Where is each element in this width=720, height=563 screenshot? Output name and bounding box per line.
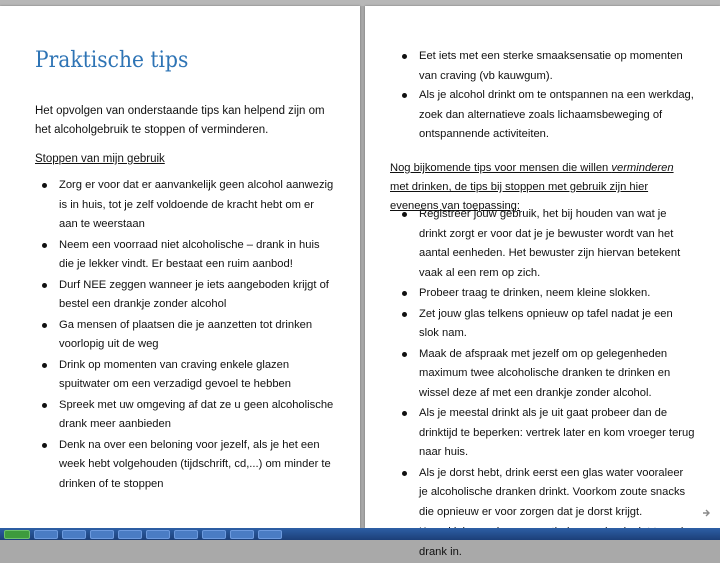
list-item: Eet iets met een sterke smaaksensatie op momenten van craving (vb kauwgum).	[395, 47, 695, 86]
taskbar-app-button[interactable]	[118, 530, 142, 539]
list-item: Ga mensen of plaatsen die je aanzetten tot drinken voorlopig uit de weg	[35, 316, 335, 355]
next-page-arrow-icon[interactable]	[702, 508, 712, 518]
taskbar-app-button[interactable]	[34, 530, 58, 539]
tips-list-stoppen	[35, 176, 335, 495]
list-item: Zet jouw glas telkens opnieuw op tafel nadat je een slok nam.	[395, 305, 695, 344]
taskbar-app-button[interactable]	[174, 530, 198, 539]
list-item: Drink op momenten van craving enkele glazen spuitwater om een verzadigd gevoel te hebben	[35, 356, 335, 395]
tips-list-continued	[395, 47, 695, 145]
list-item: Zorg er voor dat er aanvankelijk geen alcohol aanwezig is in huis, tot je zelf voldoende de kracht hebt om er aan te weerstaan	[35, 176, 335, 235]
taskbar-app-button[interactable]	[230, 530, 254, 539]
section-heading: Stoppen van mijn gebruik	[35, 153, 165, 165]
list-item: Neem een voorraad niet alcoholische – drank in huis die je lekker vindt. Er bestaat een ruim aanbod!	[35, 236, 335, 275]
list-item: Probeer traag te drinken, neem kleine slokken.	[395, 284, 695, 304]
document-page-right	[365, 6, 720, 558]
taskbar	[0, 528, 720, 540]
taskbar-app-button[interactable]	[202, 530, 226, 539]
list-item: Als je meestal drinkt als je uit gaat probeer dan de drinktijd te beperken: vertrek later en kom vroeger terug naar huis.	[395, 404, 695, 463]
taskbar-app-button[interactable]	[90, 530, 114, 539]
note-text-start: Nog bijkomende tips voor mensen die willen	[390, 162, 612, 174]
list-item: Denk na over een beloning voor jezelf, als je het een week hebt volgehouden (tijdschrift, cd,...) om minder te drinken of te stoppen	[35, 436, 335, 495]
page-title: Praktische tips	[35, 48, 189, 73]
note-emphasis: verminderen	[611, 162, 674, 174]
list-item: Durf NEE zeggen wanneer je iets aangeboden krijgt of bestel een drankje zonder alcohol	[35, 276, 335, 315]
list-item: Registreer jouw gebruik, het bij houden van wat je drinkt zorgt er voor dat je je bewuster wordt van het aantal eenheden. Het bewuster zijn hiervan betekent vaak al een rem op zich.	[395, 205, 695, 283]
note-text-end: met drinken, de tips bij stoppen met gebruik zijn hier eveneens van toepassing:	[390, 181, 649, 212]
list-item: drank in.	[395, 523, 695, 562]
list-item: Als je alcohol drinkt om te ontspannen na een werkdag, zoek dan alternatieve zoals lichaamsbeweging of ontspannende activiteiten.	[395, 86, 695, 145]
tips-list-verminderen	[395, 205, 695, 563]
list-item: Spreek met uw omgeving af dat ze u geen alcoholische drank meer aanbieden	[35, 396, 335, 435]
taskbar-app-button[interactable]	[62, 530, 86, 539]
intro-paragraph: Het opvolgen van onderstaande tips kan helpend zijn om het alcoholgebruik te stoppen of verminderen.	[35, 105, 325, 136]
list-item: Als je dorst hebt, drink eerst een glas water vooraleer je alcoholische dranken drinkt. Voorkom zoute snacks die opnieuw er voor zorgen dat je dorst krijgt.	[395, 464, 695, 523]
list-item: Maak de afspraak met jezelf om op gelegenheden maximum twee alcoholische dranken te drinken en wissel deze af met een drankje zonder alcohol.	[395, 345, 695, 404]
taskbar-app-button[interactable]	[146, 530, 170, 539]
start-button[interactable]	[4, 530, 30, 539]
document-page-left	[0, 6, 360, 528]
taskbar-app-button[interactable]	[258, 530, 282, 539]
